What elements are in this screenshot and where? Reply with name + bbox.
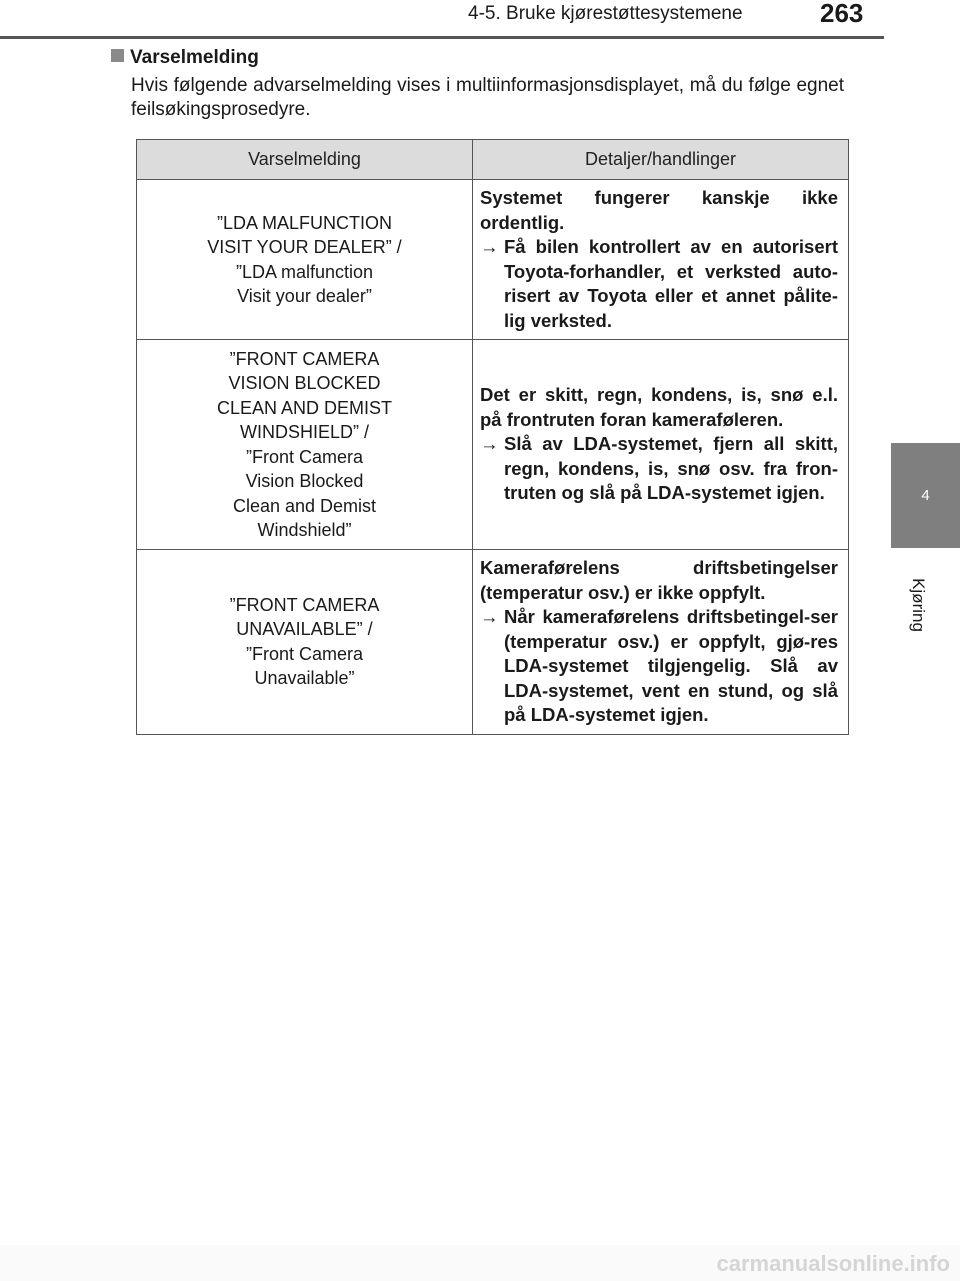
message-line: VISIT YOUR DEALER” / bbox=[207, 237, 402, 257]
page-number: 263 bbox=[820, 0, 864, 28]
message-line: VISION BLOCKED bbox=[228, 373, 381, 393]
header-details: Detaljer/handlinger bbox=[473, 140, 849, 180]
chapter-number: 4 bbox=[921, 487, 930, 504]
action-item bbox=[480, 432, 838, 506]
action-item bbox=[480, 235, 838, 333]
action-text: Når kameraførelens driftsbetingel-ser (temperatur osv.) er oppfylt, gjø-res LDA-systemet tilgjengelig. Slå av LDA-systemet, vent en stund, og slå på LDA-systemet igjen. bbox=[504, 606, 838, 725]
message-line: CLEAN AND DEMIST bbox=[216, 397, 393, 418]
arrow-right-icon: → bbox=[480, 236, 499, 257]
arrow-right-icon: → bbox=[480, 606, 499, 627]
square-bullet-icon bbox=[111, 49, 124, 62]
message-line: ”LDA malfunction bbox=[235, 261, 374, 282]
page-footer bbox=[0, 1245, 960, 1281]
message-line: Vision Blocked bbox=[245, 471, 364, 491]
message-cell bbox=[137, 340, 473, 550]
chapter-tab bbox=[891, 443, 960, 548]
message-line: Clean and Demist bbox=[232, 495, 377, 516]
warning-message-table bbox=[136, 139, 849, 735]
intro-paragraph: Hvis følgende advarselmelding vises i multiinformasjonsdisplayet, må du følge egnet feilsøkingsprosedyre. bbox=[131, 75, 844, 120]
details-cell bbox=[473, 550, 849, 735]
cause-text: Systemet fungerer kanskje ikke ordentlig. bbox=[480, 187, 838, 233]
action-item bbox=[480, 605, 838, 728]
table-row bbox=[137, 550, 849, 735]
page-header bbox=[0, 0, 960, 40]
message-line: UNAVAILABLE” / bbox=[236, 619, 373, 640]
message-line: ”Front Camera bbox=[245, 446, 364, 467]
message-line: WINDSHIELD” / bbox=[239, 422, 369, 442]
table-header-row bbox=[137, 140, 849, 180]
message-line: ”FRONT CAMERA bbox=[229, 348, 380, 369]
chapter-label-wrap bbox=[898, 575, 928, 635]
cause-text: Kameraførelens driftsbetingelser (temperatur osv.) er ikke oppfylt. bbox=[480, 557, 838, 603]
details-cell bbox=[473, 340, 849, 550]
message-cell bbox=[137, 180, 473, 340]
section-title: 4-5. Bruke kjørestøttesystemene bbox=[468, 3, 743, 24]
section-heading bbox=[111, 47, 259, 69]
message-cell bbox=[137, 550, 473, 735]
message-line: ”FRONT CAMERA bbox=[229, 594, 380, 615]
header-message: Varselmelding bbox=[137, 140, 473, 180]
table-row bbox=[137, 180, 849, 340]
table-row bbox=[137, 340, 849, 550]
message-line: Visit your dealer” bbox=[237, 286, 372, 306]
action-text: Slå av LDA-systemet, fjern all skitt, regn, kondens, is, snø osv. fra fron-truten og slå på LDA-systemet igjen. bbox=[504, 433, 838, 504]
message-line: ”Front Camera bbox=[245, 643, 364, 664]
watermark: carmanualsonline.info bbox=[716, 1251, 950, 1276]
details-cell bbox=[473, 180, 849, 340]
message-line: Windshield” bbox=[257, 520, 352, 540]
action-text: Få bilen kontrollert av en autorisert Toyota-forhandler, et verksted auto-risert av Toyota eller et annet pålite-lig verksted. bbox=[504, 236, 838, 331]
chapter-label: Kjøring bbox=[909, 578, 928, 632]
arrow-right-icon: → bbox=[480, 433, 499, 455]
message-line: ”LDA MALFUNCTION bbox=[216, 212, 393, 233]
header-rule bbox=[0, 36, 884, 39]
message-line: Unavailable” bbox=[254, 668, 355, 689]
section-heading-text: Varselmelding bbox=[130, 47, 259, 68]
cause-text: Det er skitt, regn, kondens, is, snø e.l. på frontruten foran kameraføleren. bbox=[480, 384, 838, 430]
